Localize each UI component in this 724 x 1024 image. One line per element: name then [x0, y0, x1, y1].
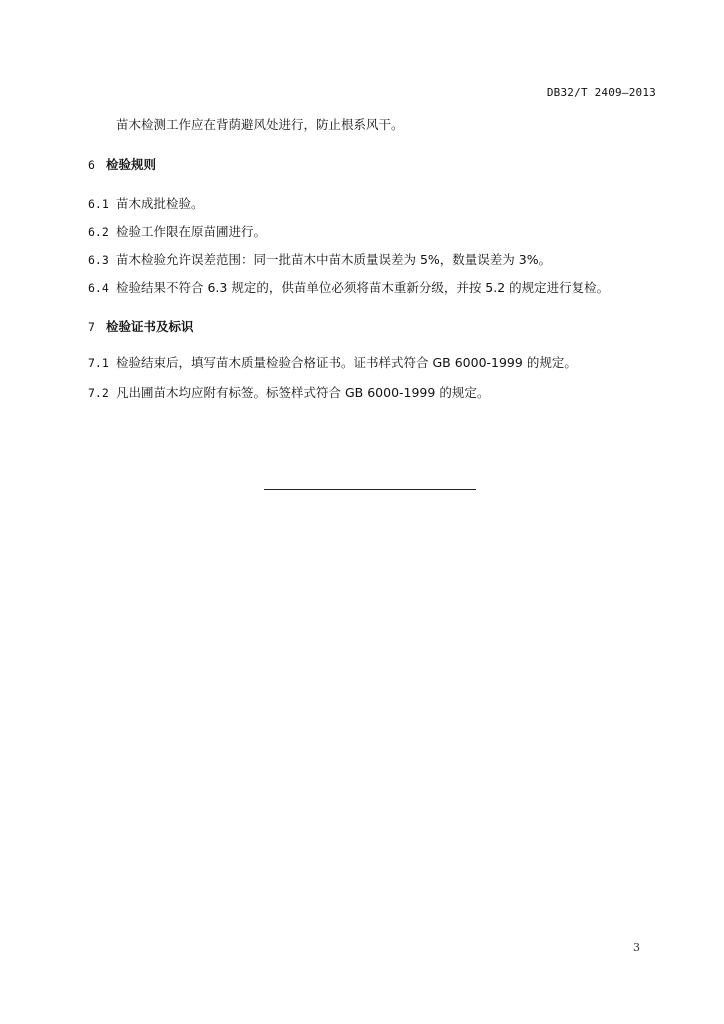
section-7-number: 7 [88, 320, 95, 334]
clause-6-1 [88, 196, 204, 212]
end-of-document-rule [264, 489, 476, 490]
clause-7-2-number: 7.2 [88, 386, 109, 400]
clause-7-1-number: 7.1 [88, 356, 109, 370]
clause-6-3-number: 6.3 [88, 253, 109, 267]
clause-7-1 [88, 355, 577, 371]
clause-7-1-text: 检验结束后，填写苗木质量检验合格证书。证书样式符合 GB 6000-1999 的规定。 [116, 355, 577, 370]
section-6-heading [88, 157, 156, 173]
clause-6-2-text: 检验工作限在原苗圃进行。 [116, 224, 267, 239]
clause-6-2 [88, 224, 266, 240]
section-6-title: 检验规则 [106, 157, 157, 172]
clause-6-1-number: 6.1 [88, 197, 109, 211]
section-7-title: 检验证书及标识 [106, 319, 194, 334]
clause-7-2 [88, 385, 489, 401]
clause-7-2-text: 凡出圃苗木均应附有标签。标签样式符合 GB 6000-1999 的规定。 [116, 385, 490, 400]
section-6-number: 6 [88, 158, 95, 172]
clause-6-4-number: 6.4 [88, 281, 109, 295]
clause-6-4 [88, 280, 609, 296]
intro-paragraph: 苗木检测工作应在背荫避风处进行，防止根系风干。 [116, 117, 404, 132]
section-7-heading [88, 319, 194, 335]
clause-6-4-text: 检验结果不符合 6.3 规定的，供苗单位必须将苗木重新分级，并按 5.2 的规定进行复检。 [116, 280, 610, 295]
clause-6-1-text: 苗木成批检验。 [116, 196, 204, 211]
standard-code-header: DB32/T 2409—2013 [546, 86, 656, 99]
page-number: 3 [633, 941, 640, 954]
clause-6-2-number: 6.2 [88, 225, 109, 239]
clause-6-3-text: 苗木检验允许误差范围：同一批苗木中苗木质量误差为 5%，数量误差为 3%。 [116, 252, 552, 267]
clause-6-3 [88, 252, 551, 268]
